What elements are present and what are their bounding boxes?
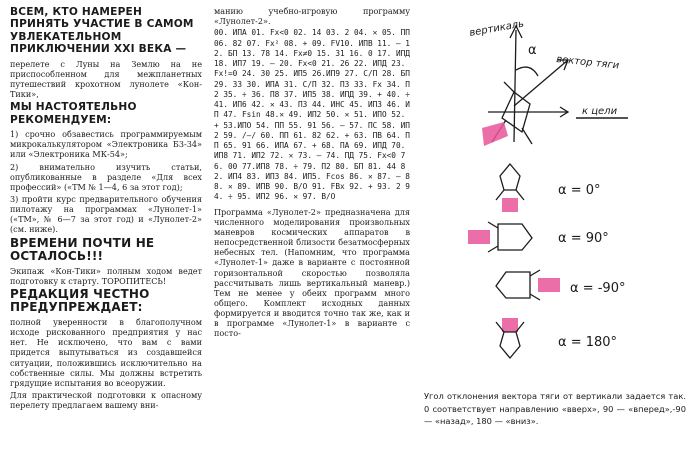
- lander-up: [496, 164, 524, 200]
- program-listing: 00. ИПА 01. Fx<0 02. 14 03. 2 04. ✕ 05. ПП 06. 82 07. Fx² 08. + 09. FV10. ИПВ 11. — 12. БП 13. 78 14. Fx≠0 15. 31 16. 0 17. ИПД 18. ИП7 19. — 20. Fx<0 21. 26 22. ИПД 23. Fx!=0 24. 30 25. ИП5 26.ИП9 27. С/П 28. БП 29. 33 30. ИПА 31. С/П 32. П3 33. Fx 34. П2 35. ÷ 36. П8 37. ИП5 38. ИПД 39. + 40. ÷ 41. ИП6 42. ✕ 43. П3 44. ИНС 45. ИПЗ 46. ИП 47. Fsin 48.✕ 49. ИП2 50. ✕ 51. ИПО 52. + 53.ИПО 54. ПП 55. 91 56. — 57. ПС 58. ИП2 59. /—/ 60. ПП 61. 82 62. + 63. ПВ 64. ПП 65. 91 66. ИПА 67. + 68. ПА 69. ИПД 70. ИП8 71. ИП2 72. ✕ 73. — 74. ПД 75. Fx<0 76. 00 77.ИП8 78. ÷ 79. П2 80. БП 81. 44 82. ИП4 83. ИП3 84. ИП5. Fcos 86. ✕ 87. — 88. ✕ 89. ИПВ 90. В/О 91. FВх 92. + 93. 2 94. ÷ 95. ИП2 96. ✕ 97. В/О: [214, 28, 410, 202]
- practice-paragraph: Для практической подготовки к опасному перелету предлагаем вашему вни-: [10, 390, 202, 411]
- recommend-item-1: 1) срочно обзавестись программируемым микрокалькулятором «Электроника Б3-34» или «Электроника МК-54»;: [10, 129, 202, 160]
- intro-paragraph: перелете с Луны на Землю на не приспособленном для межпланетных путешествий крохотном лунолете «Кон-Тики»,: [10, 58, 202, 100]
- heading-attention: ВСЕМ, КТО НАМЕРЕН ПРИНЯТЬ УЧАСТИЕ В САМОМ УВЛЕКАТЕЛЬНОМ ПРИКЛЮЧЕНИИ XXI ВЕКА —: [10, 6, 194, 56]
- program-intro: манию учебно-игровую программу «Лунолет-2».: [214, 6, 410, 27]
- lander-forward: [488, 222, 532, 252]
- angle-label-90: α = 90°: [558, 231, 609, 246]
- label-alpha: α: [528, 43, 537, 58]
- recommend-item-3: 3) пройти курс предварительного обучения пилотажу на программах «Лунолет-1» («ТМ», № 6—7 за этот год) и «Лунолет-2» (см. ниже).: [10, 194, 202, 235]
- heading-warning: РЕДАКЦИЯ ЧЕСТНО ПРЕДУПРЕЖДАЕТ:: [10, 286, 150, 314]
- label-horizon: к цели: [582, 106, 618, 117]
- flame-forward: [468, 230, 490, 244]
- figure-caption: Угол отклонения вектора тяги от вертикали задается так. 0 соответствует направлению «вверх», 90 — «вперед»,-90 — «назад», 180 — «вниз».: [424, 391, 686, 426]
- flame-down: [502, 318, 518, 332]
- thrust-angle-figure: [418, 0, 694, 380]
- figure-column: [418, 0, 694, 449]
- heading-time: ВРЕМЕНИ ПОЧТИ НЕ ОСТАЛОСЬ!!!: [10, 235, 155, 263]
- angle-label-0: α = 0°: [558, 183, 601, 198]
- thrust-flame: [482, 122, 508, 146]
- lander-backward: [496, 270, 540, 300]
- warning-paragraph: полной уверенности в благополучном исходе рискованного предприятия у нас нет. Не исключено, что вам с вами придется выпутываться из создавшейся ситуации, положившись исключительно на собственные силы. Мы должны встретить грядущие испытания во всеоружии.: [10, 316, 202, 388]
- flame-backward: [538, 278, 560, 292]
- diagram-main: [488, 26, 628, 144]
- crew-paragraph: Экипаж «Кон-Тики» полным ходом ведет подготовку к старту. ТОРОПИТЕСЬ!: [10, 265, 202, 286]
- alpha-arc: [516, 67, 538, 76]
- flame-up: [502, 198, 518, 212]
- angle-label-180: α = 180°: [558, 335, 618, 350]
- program-description: Программа «Лунолет-2» предназначена для численного моделирования произвольных маневров космических аппаратов в непосредственной близости безатмосферных небесных тел. (Напомним, что программа «Лунолет-1» даже в варианте с постоянной горизонтальной скоростью позволяла рассчитывать лишь вертикальный маневр.) Тем не менее у обеих программ много общего. Комплект исходных данных формируется и вводится точно так же, как и в программе «Лунолет-1» в варианте с посто-: [214, 206, 410, 339]
- lander-leg: [522, 128, 532, 144]
- label-vertical: вертикаль: [468, 18, 525, 39]
- heading-recommend: МЫ НАСТОЯТЕЛЬНО РЕКОМЕНДУЕМ:: [10, 101, 137, 126]
- label-thrust: вектор тяги: [555, 54, 620, 72]
- left-column: [10, 6, 202, 412]
- angle-label-minus-90: α = -90°: [570, 281, 626, 296]
- recommend-item-2: 2) внимательно изучить статьи, опубликованные в разделе «Для всех профессий» («ТМ № 1—4, 6 за этот год);: [10, 161, 202, 192]
- vertical-axis: [514, 30, 516, 142]
- middle-column: [214, 6, 410, 341]
- lander-antenna: [504, 82, 514, 92]
